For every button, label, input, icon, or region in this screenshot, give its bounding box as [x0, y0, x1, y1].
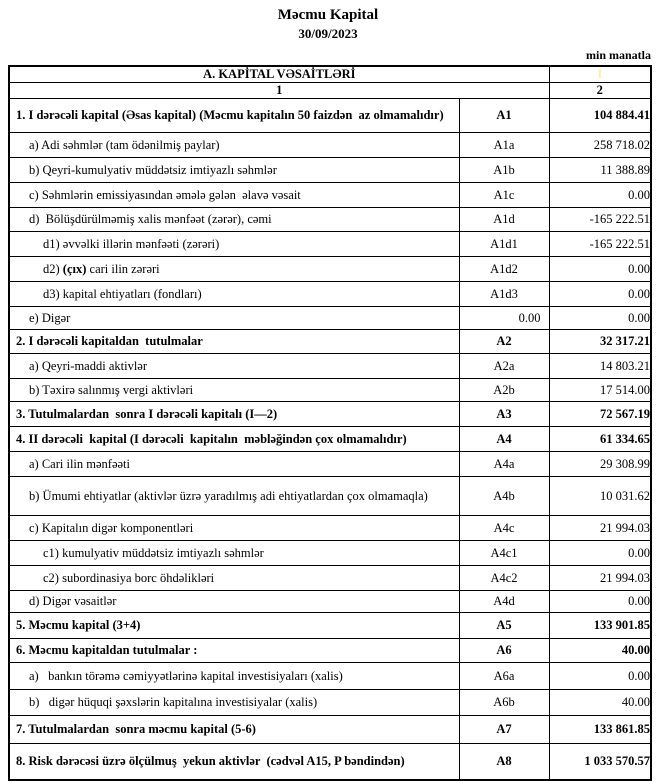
row-label: 3. Tutulmalardan sonra I dərəcəli kapitalı (I—2): [9, 402, 459, 427]
row-value: 40.00: [549, 690, 651, 716]
row-code: A1d2: [459, 257, 549, 282]
row-value: 72 567.19: [549, 402, 651, 427]
table-row: [9, 613, 651, 639]
row-value: 17 514.00: [549, 379, 651, 402]
row-code: A4c1: [459, 541, 549, 566]
row-label: d) Bölüşdürülməmiş xalis mənfəət (zərər), cəmi: [9, 208, 459, 232]
row-code: A4c2: [459, 566, 549, 591]
table-row: [9, 99, 651, 133]
row-label: 2. I dərəcəli kapitaldan tutulmalar: [9, 330, 459, 354]
row-code: 0.00: [459, 307, 549, 330]
table-row: [9, 516, 651, 541]
row-code: A1: [459, 99, 549, 133]
table-row: [9, 330, 651, 354]
section-note-cell: 1: [549, 66, 651, 83]
row-code: A4c: [459, 516, 549, 541]
row-label: c2) subordinasiya borc öhdəlikləri: [9, 566, 459, 591]
row-label: c) Səhmlərin emissiyasından əmələ gələn əlavə vəsait: [9, 183, 459, 208]
table-row: [9, 427, 651, 452]
row-code: A2: [459, 330, 549, 354]
row-code: A8: [459, 744, 549, 780]
row-value: 10 031.62: [549, 477, 651, 516]
row-value: 0.00: [549, 282, 651, 307]
table-row: [9, 566, 651, 591]
row-label: d) Digər vəsaitlər: [9, 591, 459, 613]
row-label: e) Digər: [9, 307, 459, 330]
row-label: c) Kapitalın digər komponentləri: [9, 516, 459, 541]
row-code: A1a: [459, 133, 549, 158]
row-value: 133 901.85: [549, 613, 651, 639]
row-label: 1. I dərəcəli kapital (Əsas kapital) (Məcmu kapitalın 50 faizdən az olmamalıdır): [9, 99, 459, 133]
row-label: d3) kapital ehtiyatları (fondları): [9, 282, 459, 307]
table-row: [9, 744, 651, 780]
row-value: 21 994.03: [549, 566, 651, 591]
row-label: c1) kumulyativ müddətsiz imtiyazlı səhmlər: [9, 541, 459, 566]
row-value: 32 317.21: [549, 330, 651, 354]
row-label: d1) əvvəlki illərin mənfəəti (zərəri): [9, 232, 459, 257]
row-label: a) Cari ilin mənfəəti: [9, 452, 459, 477]
section-header-cell: A. KAPİTAL VƏSAİTLƏRİ: [9, 66, 549, 83]
table-row: [9, 379, 651, 402]
row-label: 5. Məcmu kapital (3+4): [9, 613, 459, 639]
row-label: 8. Risk dərəcəsi üzrə ölçülmuş yekun aktivlər (cədvəl A15, P bəndindən): [9, 744, 459, 780]
table-row: [9, 282, 651, 307]
row-code: A5: [459, 613, 549, 639]
row-value: 40.00: [549, 639, 651, 663]
column-number-right: 2: [549, 83, 651, 99]
table-body: [9, 99, 651, 780]
row-label: b) Təxirə salınmış vergi aktivləri: [9, 379, 459, 402]
table-row: [9, 690, 651, 716]
row-code: A6: [459, 639, 549, 663]
row-value: 0.00: [549, 183, 651, 208]
row-label: 7. Tutulmalardan sonra məcmu kapital (5-6): [9, 716, 459, 744]
row-code: A7: [459, 716, 549, 744]
row-value: 0.00: [549, 591, 651, 613]
row-code: A4b: [459, 477, 549, 516]
table-row: [9, 208, 651, 232]
table-row: [9, 663, 651, 690]
table-row: [9, 716, 651, 744]
section-header-row: [9, 66, 651, 83]
row-code: A1c: [459, 183, 549, 208]
table-row: [9, 183, 651, 208]
table-row: [9, 307, 651, 330]
table-row: [9, 257, 651, 282]
capital-table: [8, 65, 652, 781]
table-row: [9, 541, 651, 566]
table-row: [9, 639, 651, 663]
row-label: b) Qeyri-kumulyativ müddətsiz imtiyazlı səhmlər: [9, 158, 459, 183]
row-value: 104 884.41: [549, 99, 651, 133]
row-code: A4a: [459, 452, 549, 477]
column-number-left: 1: [9, 83, 549, 99]
unit-note: min manatla: [585, 48, 651, 62]
row-label: a) bankın törəmə cəmiyyətlərinə kapital investisiyaları (xalis): [9, 663, 459, 690]
row-code: A2a: [459, 354, 549, 379]
row-value: 61 334.65: [549, 427, 651, 452]
row-code: A4d: [459, 591, 549, 613]
column-number-row: [9, 83, 651, 99]
title-block: [0, 6, 656, 42]
row-code: A4: [459, 427, 549, 452]
row-code: A6a: [459, 663, 549, 690]
row-value: -165 222.51: [549, 232, 651, 257]
row-value: 11 388.89: [549, 158, 651, 183]
table-row: [9, 232, 651, 257]
table-row: [9, 452, 651, 477]
row-code: A1d: [459, 208, 549, 232]
row-label: 6. Məcmu kapitaldan tutulmalar :: [9, 639, 459, 663]
row-value: 29 308.99: [549, 452, 651, 477]
row-label: 4. II dərəcəli kapital (I dərəcəli kapitalın məbləğindən çox olmamalıdır): [9, 427, 459, 452]
table-row: [9, 158, 651, 183]
row-label: a) Qeyri-maddi aktivlər: [9, 354, 459, 379]
row-value: 258 718.02: [549, 133, 651, 158]
row-label: b) Ümumi ehtiyatlar (aktivlər üzrə yaradılmış adi ehtiyatlardan çox olmamaqla): [9, 477, 459, 516]
row-value: 0.00: [549, 541, 651, 566]
row-label: b) digər hüquqi şəxslərin kapitalına investisiyalar (xalis): [9, 690, 459, 716]
table-row: [9, 402, 651, 427]
row-code: A6b: [459, 690, 549, 716]
row-label: d2) (çıx) cari ilin zərəri: [9, 257, 459, 282]
row-value: 0.00: [549, 663, 651, 690]
row-code: A2b: [459, 379, 549, 402]
table-row: [9, 133, 651, 158]
row-value: 133 861.85: [549, 716, 651, 744]
row-value: 0.00: [549, 257, 651, 282]
row-value: 21 994.03: [549, 516, 651, 541]
row-code: A3: [459, 402, 549, 427]
row-value: 1 033 570.57: [549, 744, 651, 780]
row-value: 0.00: [549, 307, 651, 330]
row-label: a) Adi səhmlər (tam ödənilmiş paylar): [9, 133, 459, 158]
report-date: 30/09/2023: [298, 26, 358, 41]
row-value: -165 222.51: [549, 208, 651, 232]
table-row: [9, 477, 651, 516]
page-title: Məcmu Kapital: [277, 7, 379, 23]
row-value: 14 803.21: [549, 354, 651, 379]
row-code: A1b: [459, 158, 549, 183]
table-row: [9, 591, 651, 613]
table-row: [9, 354, 651, 379]
row-code: A1d3: [459, 282, 549, 307]
row-code: A1d1: [459, 232, 549, 257]
